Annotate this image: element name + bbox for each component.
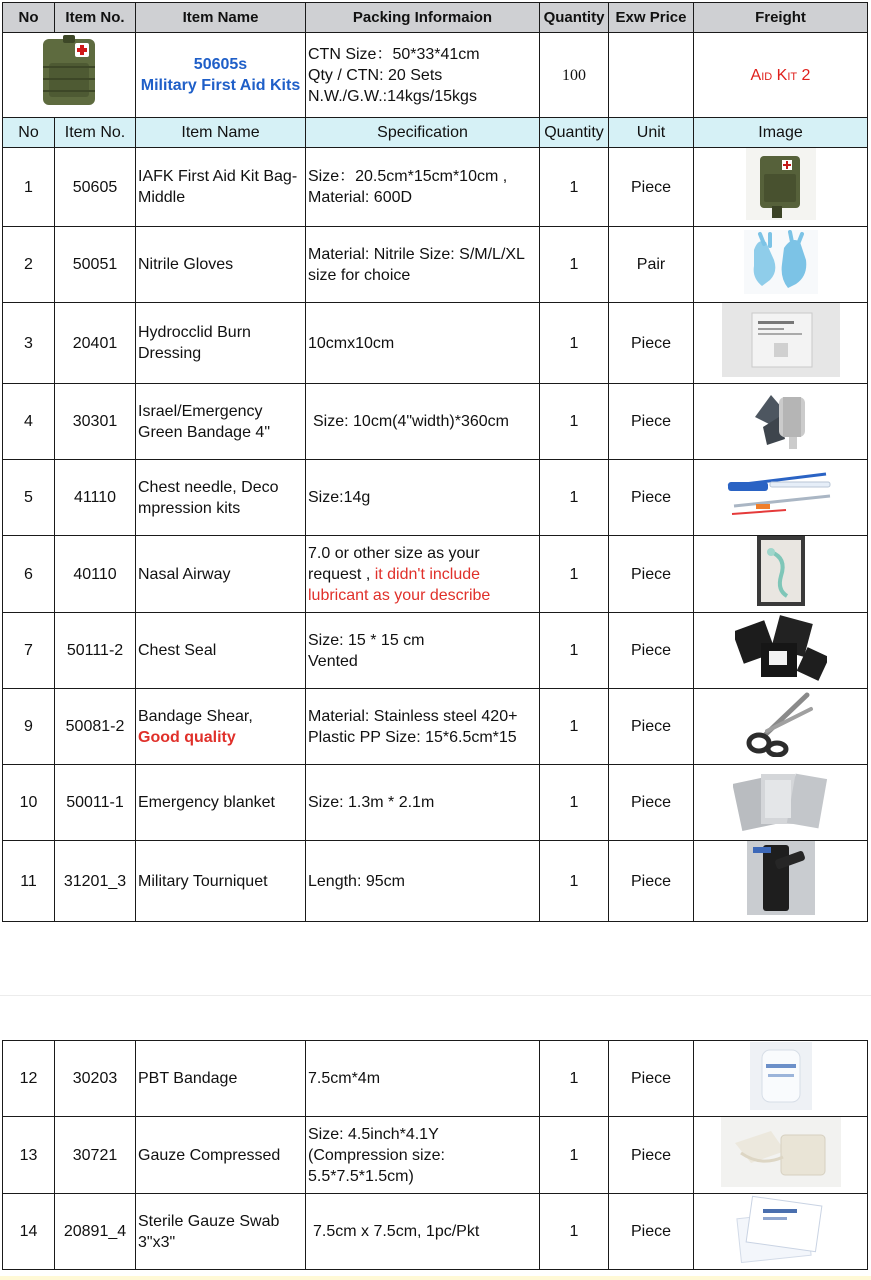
row-quantity: 1 bbox=[540, 1194, 609, 1270]
row-image bbox=[694, 1117, 868, 1194]
row-item-name: PBT Bandage bbox=[136, 1041, 306, 1117]
row-no: 7 bbox=[3, 613, 55, 689]
row-quantity: 1 bbox=[540, 765, 609, 841]
table-row bbox=[3, 148, 868, 227]
header-exw-price: Exw Price bbox=[609, 3, 694, 33]
row-no: 11 bbox=[3, 841, 55, 922]
row-unit: Piece bbox=[609, 1041, 694, 1117]
product-freight: Aid Kit 2 bbox=[694, 33, 868, 118]
row-no: 10 bbox=[3, 765, 55, 841]
row-image bbox=[694, 303, 868, 384]
row-no: 1 bbox=[3, 148, 55, 227]
product-code: 50605s bbox=[193, 56, 248, 73]
emergency-blanket-icon bbox=[733, 766, 829, 840]
row-image bbox=[694, 148, 868, 227]
row-image bbox=[694, 1194, 868, 1270]
row-item-no: 20401 bbox=[55, 303, 136, 384]
row-image bbox=[694, 1041, 868, 1117]
row-quantity: 1 bbox=[540, 689, 609, 765]
row-unit: Piece bbox=[609, 1117, 694, 1194]
row-item-name: Chest Seal bbox=[136, 613, 306, 689]
row-spec bbox=[306, 613, 540, 689]
burn-dressing-icon bbox=[722, 303, 840, 383]
row-item-no: 30301 bbox=[55, 384, 136, 460]
row-item-no: 30203 bbox=[55, 1041, 136, 1117]
subheader-unit: Unit bbox=[609, 118, 694, 148]
row-spec: Size: 4.5inch*4.1Y (Compression size: 5.5*7.5*1.5cm) bbox=[306, 1117, 540, 1194]
item-table bbox=[2, 2, 868, 922]
row-no: 12 bbox=[3, 1041, 55, 1117]
table-row bbox=[3, 841, 868, 922]
row-spec bbox=[306, 536, 540, 613]
row-item-name: Israel/Emergency Green Bandage 4" bbox=[136, 384, 306, 460]
row-item-name-note: Good quality bbox=[138, 728, 236, 746]
chest-seal-icon bbox=[735, 615, 827, 687]
product-exw-price bbox=[609, 33, 694, 118]
row-item-no: 50011-1 bbox=[55, 765, 136, 841]
row-spec: Material: Nitrile Size: S/M/L/XL size for choice bbox=[306, 227, 540, 303]
table-row bbox=[3, 536, 868, 613]
row-spec: Size:14g bbox=[306, 460, 540, 536]
row-unit: Piece bbox=[609, 536, 694, 613]
gauze-icon bbox=[721, 1117, 841, 1193]
row-quantity: 1 bbox=[540, 384, 609, 460]
row-unit: Piece bbox=[609, 613, 694, 689]
row-no: 2 bbox=[3, 227, 55, 303]
row-no: 3 bbox=[3, 303, 55, 384]
row-spec: 7.5cm x 7.5cm, 1pc/Pkt bbox=[306, 1194, 540, 1270]
row-spec: Material: Stainless steel 420+ Plastic PP Size: 15*6.5cm*15 bbox=[306, 689, 540, 765]
row-quantity: 1 bbox=[540, 1117, 609, 1194]
gloves-icon bbox=[744, 230, 818, 300]
shears-icon bbox=[745, 691, 817, 763]
row-item-no: 50605 bbox=[55, 148, 136, 227]
row-spec-line: Size: 15 * 15 cm bbox=[308, 631, 425, 649]
table-row bbox=[3, 689, 868, 765]
row-spec-line: Vented bbox=[308, 652, 358, 670]
row-image bbox=[694, 689, 868, 765]
row-item-no: 50111-2 bbox=[55, 613, 136, 689]
product-name: Military First Aid Kits bbox=[140, 77, 301, 94]
header-row bbox=[3, 3, 868, 33]
row-no: 5 bbox=[3, 460, 55, 536]
row-quantity: 1 bbox=[540, 841, 609, 922]
row-image bbox=[694, 536, 868, 613]
table-row bbox=[3, 765, 868, 841]
row-item-no: 30721 bbox=[55, 1117, 136, 1194]
table-row bbox=[3, 1117, 868, 1194]
row-quantity: 1 bbox=[540, 1041, 609, 1117]
product-row bbox=[3, 33, 868, 118]
header-quantity: Quantity bbox=[540, 3, 609, 33]
row-quantity: 1 bbox=[540, 460, 609, 536]
kit-bag-icon bbox=[746, 148, 816, 226]
gauze-swab-icon bbox=[733, 1195, 829, 1269]
row-item-name bbox=[136, 689, 306, 765]
header-no: No bbox=[3, 3, 55, 33]
subheader-item-no: Item No. bbox=[55, 118, 136, 148]
row-image bbox=[694, 841, 868, 922]
product-quantity: 100 bbox=[540, 33, 609, 118]
tourniquet-icon bbox=[747, 841, 815, 921]
chest-needle-icon bbox=[726, 470, 836, 526]
row-spec-text: 7.0 or other size as your request , bbox=[308, 544, 480, 583]
nasal-airway-icon bbox=[757, 536, 805, 612]
row-unit: Piece bbox=[609, 689, 694, 765]
row-item-no: 20891_4 bbox=[55, 1194, 136, 1270]
subheader-no: No bbox=[3, 118, 55, 148]
row-image bbox=[694, 613, 868, 689]
row-image bbox=[694, 765, 868, 841]
subheader-row bbox=[3, 118, 868, 148]
header-item-name: Item Name bbox=[136, 3, 306, 33]
row-unit: Pair bbox=[609, 227, 694, 303]
subheader-item-name: Item Name bbox=[136, 118, 306, 148]
row-spec: Size：20.5cm*15cm*10cm , Material: 600D bbox=[306, 148, 540, 227]
row-item-no: 40110 bbox=[55, 536, 136, 613]
row-image bbox=[694, 227, 868, 303]
row-item-name: Nasal Airway bbox=[136, 536, 306, 613]
row-unit: Piece bbox=[609, 841, 694, 922]
row-unit: Piece bbox=[609, 460, 694, 536]
row-unit: Piece bbox=[609, 303, 694, 384]
product-name-cell bbox=[136, 33, 306, 118]
page-divider bbox=[0, 995, 871, 996]
table-row bbox=[3, 1041, 868, 1117]
row-item-name: Sterile Gauze Swab 3"x3" bbox=[136, 1194, 306, 1270]
row-no: 4 bbox=[3, 384, 55, 460]
product-image-cell bbox=[3, 33, 136, 118]
row-item-name: Hydrocclid Burn Dressing bbox=[136, 303, 306, 384]
subheader-specification: Specification bbox=[306, 118, 540, 148]
item-table-continued bbox=[2, 1040, 868, 1270]
bandage-roll-icon bbox=[749, 387, 813, 457]
table-row bbox=[3, 613, 868, 689]
row-spec: 10cmx10cm bbox=[306, 303, 540, 384]
packing-weight: N.W./G.W.:14kgs/15kgs bbox=[308, 87, 477, 105]
row-spec: Length: 95cm bbox=[306, 841, 540, 922]
row-spec: Size: 10cm(4"width)*360cm bbox=[306, 384, 540, 460]
row-item-name: Gauze Compressed bbox=[136, 1117, 306, 1194]
row-no: 13 bbox=[3, 1117, 55, 1194]
row-item-name: Emergency blanket bbox=[136, 765, 306, 841]
row-unit: Piece bbox=[609, 765, 694, 841]
header-packing: Packing Informaion bbox=[306, 3, 540, 33]
row-item-no: 41110 bbox=[55, 460, 136, 536]
row-spec-note: it didn't include lubricant as your describe bbox=[308, 565, 491, 604]
row-unit: Piece bbox=[609, 1194, 694, 1270]
table-row bbox=[3, 303, 868, 384]
subheader-quantity: Quantity bbox=[540, 118, 609, 148]
row-quantity: 1 bbox=[540, 148, 609, 227]
row-quantity: 1 bbox=[540, 613, 609, 689]
row-spec: Size: 1.3m * 2.1m bbox=[306, 765, 540, 841]
row-quantity: 1 bbox=[540, 536, 609, 613]
row-no: 14 bbox=[3, 1194, 55, 1270]
table-row bbox=[3, 460, 868, 536]
packing-qty-per-carton: Qty / CTN: 20 Sets bbox=[308, 66, 443, 84]
row-item-name-text: Bandage Shear, bbox=[138, 707, 253, 725]
row-item-name: Chest needle, Deco mpression kits bbox=[136, 460, 306, 536]
row-item-name: Military Tourniquet bbox=[136, 841, 306, 922]
row-quantity: 1 bbox=[540, 227, 609, 303]
bottom-strip bbox=[0, 1276, 871, 1280]
table-row bbox=[3, 1194, 868, 1270]
row-unit: Piece bbox=[609, 148, 694, 227]
row-item-name: IAFK First Aid Kit Bag-Middle bbox=[136, 148, 306, 227]
subheader-image: Image bbox=[694, 118, 868, 148]
row-item-name: Nitrile Gloves bbox=[136, 227, 306, 303]
row-image bbox=[694, 384, 868, 460]
row-item-no: 50051 bbox=[55, 227, 136, 303]
packing-carton-size: CTN Size：50*33*41cm bbox=[308, 45, 480, 63]
row-unit: Piece bbox=[609, 384, 694, 460]
header-item-no: Item No. bbox=[55, 3, 136, 33]
table-row bbox=[3, 384, 868, 460]
row-item-no: 31201_3 bbox=[55, 841, 136, 922]
row-image bbox=[694, 460, 868, 536]
row-quantity: 1 bbox=[540, 303, 609, 384]
table-row bbox=[3, 227, 868, 303]
packing-info-cell bbox=[306, 33, 540, 118]
row-no: 6 bbox=[3, 536, 55, 613]
row-item-no: 50081-2 bbox=[55, 689, 136, 765]
row-no: 9 bbox=[3, 689, 55, 765]
row-spec: 7.5cm*4m bbox=[306, 1041, 540, 1117]
first-aid-pouch-icon bbox=[37, 33, 101, 117]
header-freight: Freight bbox=[694, 3, 868, 33]
pbt-bandage-icon bbox=[750, 1042, 812, 1116]
